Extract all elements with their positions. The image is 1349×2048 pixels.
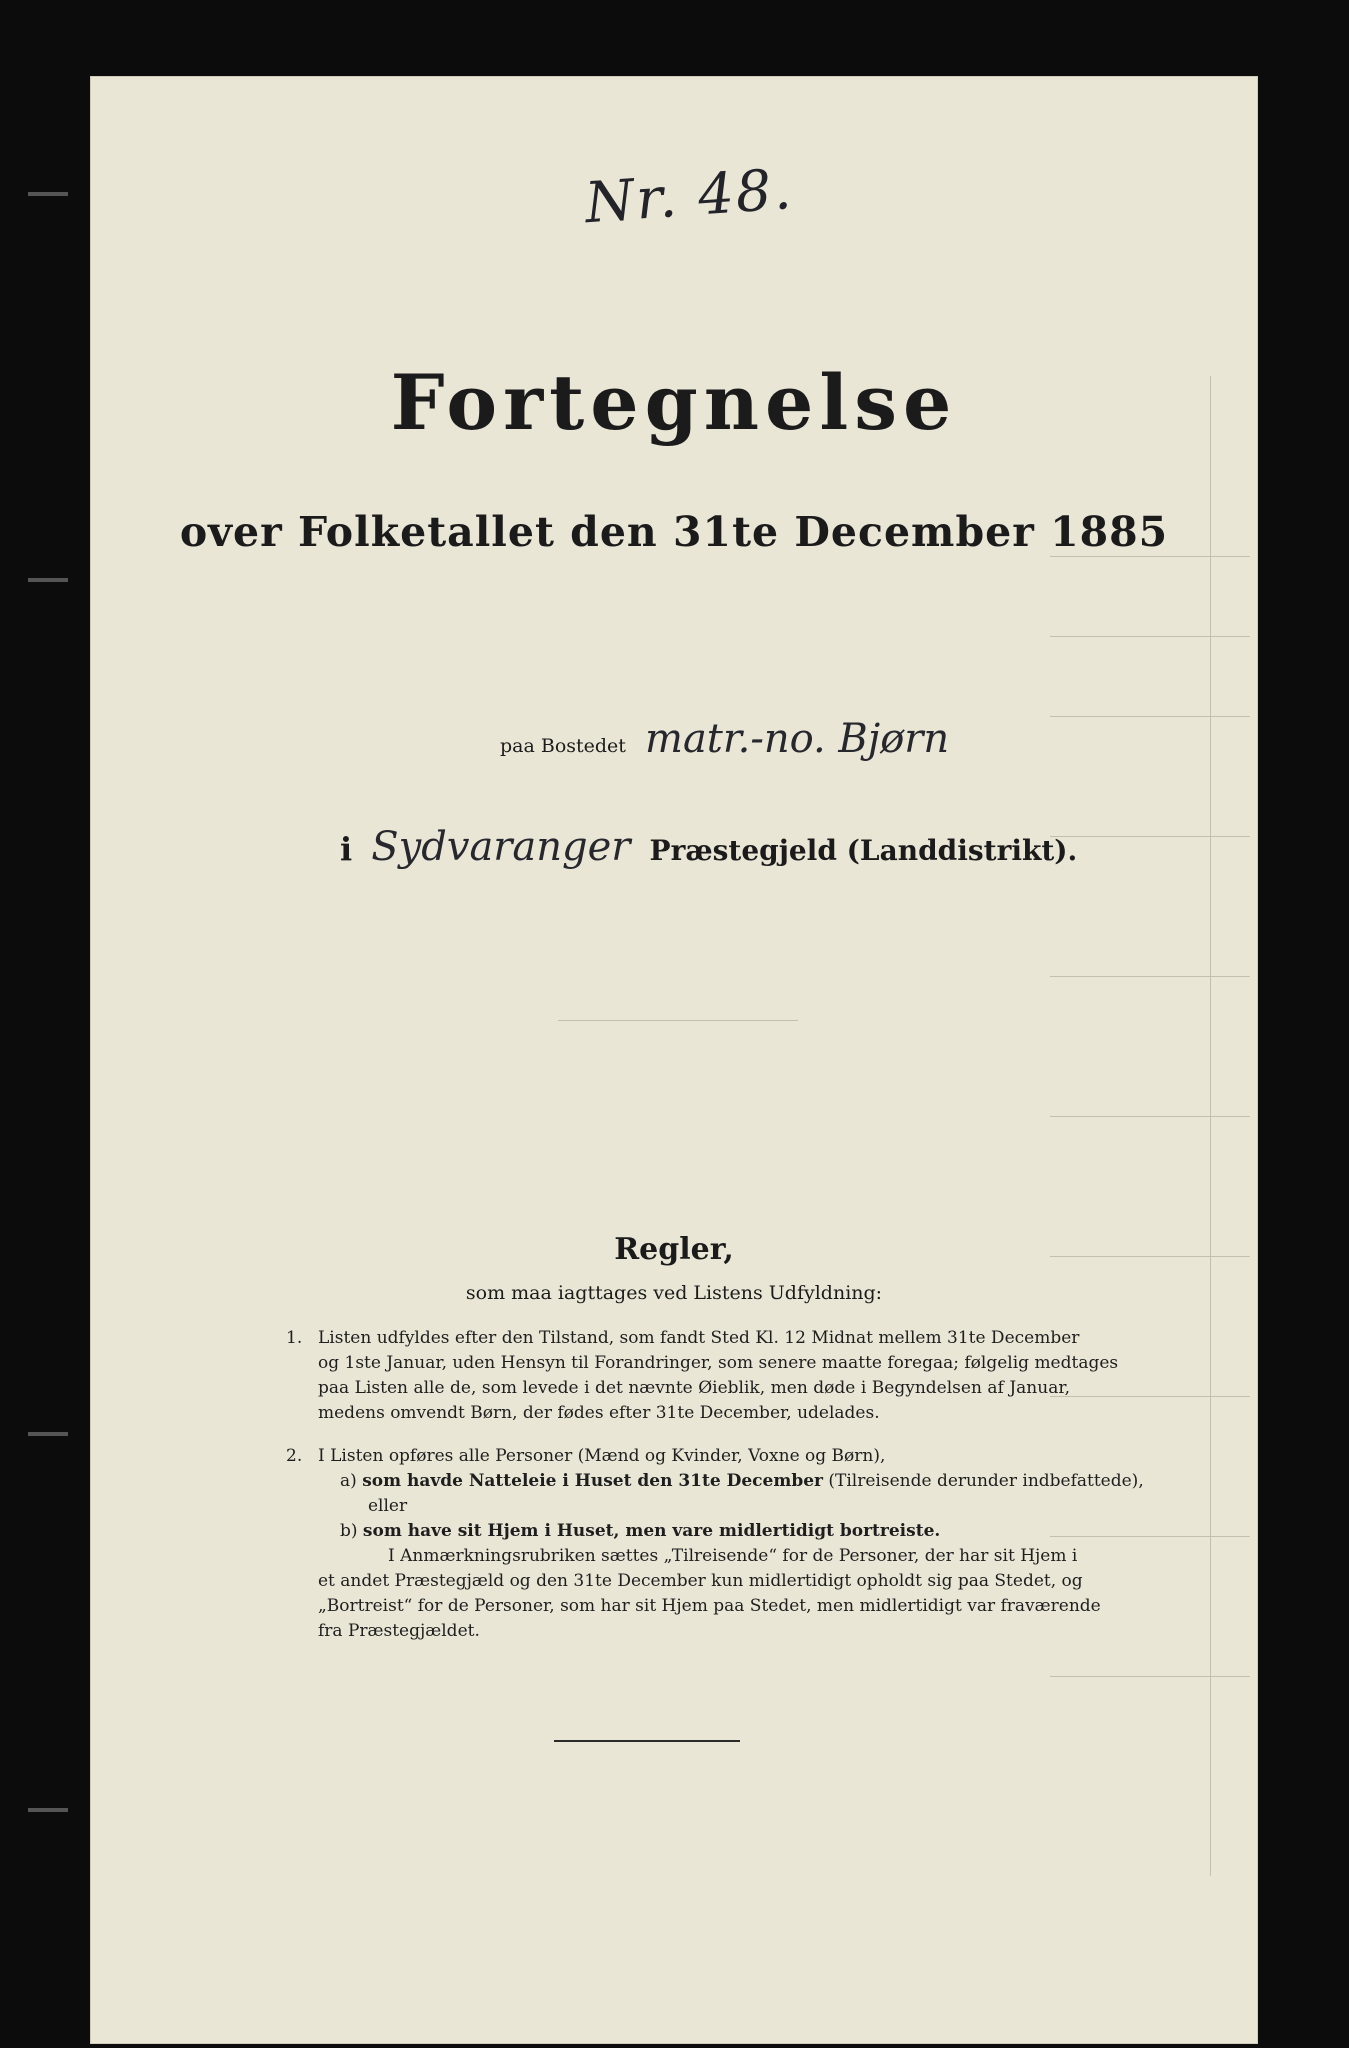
rules-subheading: som maa iagttages ved Listens Udfyldning: [465, 1282, 883, 1304]
bleed-through-line [1050, 636, 1250, 637]
bleed-through-line [1050, 556, 1250, 557]
rule-2-a-rest: (Tilreisende derunder indbefattede), [828, 1471, 1144, 1491]
rule-2-a-bold: som havde Natteleie i Huset den 31te December [362, 1471, 823, 1491]
border-tick [28, 1808, 68, 1812]
rules-heading: Regler, [614, 1232, 734, 1267]
border-tick [28, 1432, 68, 1436]
bosted-line [500, 716, 1120, 762]
border-tick [28, 192, 68, 196]
rule-2-eller: eller [368, 1496, 408, 1516]
rule-1-line: og 1ste Januar, uden Hensyn til Forandringer, som senere maatte foregaa; følgelig medtages [318, 1353, 1119, 1373]
rule-2-line: fra Præstegjældet. [318, 1621, 480, 1641]
rule-2-item-a [318, 1469, 1144, 1494]
parish-line [340, 824, 1160, 870]
rule-2-line: I Anmærkningsrubriken sættes „Tilreisende“ for de Personer, der har sit Hjem i [388, 1546, 1078, 1566]
rule-2-intro: I Listen opføres alle Personer (Mænd og Kvinder, Voxne og Børn), [318, 1446, 886, 1466]
rule-2-text [318, 1444, 1144, 1644]
document-subtitle: over Folketallet den 31te December 1885 [179, 508, 1169, 556]
bleed-through-line [1050, 1676, 1250, 1677]
rule-1-line: paa Listen alle de, som levede i det nævnte Øieblik, men døde i Begyndelsen af Januar, [318, 1378, 1070, 1398]
bosted-label: paa Bostedet [500, 735, 626, 757]
rule-2-line: „Bortreist“ for de Personer, som har sit Hjem paa Stedet, men midlertidigt var fraværende [318, 1596, 1101, 1616]
rule-number: 2. [286, 1446, 303, 1466]
bleed-through-line [1050, 1536, 1250, 1537]
parish-value: Sydvaranger [371, 824, 631, 870]
document-title: Fortegnelse [390, 358, 958, 447]
rule-2-line: et andet Præstegjæld og den 31te December kun midlertidigt opholdt sig paa Stedet, og [318, 1571, 1083, 1591]
rule-1-line: medens omvendt Børn, der fødes efter 31te December, udelades. [318, 1403, 880, 1423]
rule-2-b-bold: som have sit Hjem i Huset, men vare midlertidigt bortreiste. [362, 1521, 941, 1541]
rule-number: 1. [286, 1328, 303, 1348]
rule-2-a-label: a) [340, 1471, 357, 1491]
closing-rule [554, 1740, 740, 1742]
rule-2-b-label: b) [340, 1521, 358, 1541]
bleed-through-line [1050, 976, 1250, 977]
parish-suffix: Præstegjeld (Landdistrikt). [649, 834, 1078, 867]
border-tick [28, 578, 68, 582]
rule-1-text [318, 1326, 1119, 1426]
bosted-value: matr.-no. Bjørn [645, 716, 950, 762]
bleed-through-line [1050, 1396, 1250, 1397]
rule-1-line: Listen udfyldes efter den Tilstand, som fandt Sted Kl. 12 Midnat mellem 31te December [318, 1328, 1080, 1348]
bleed-through-column [1210, 376, 1211, 1876]
bleed-through-line [1050, 1116, 1250, 1117]
faint-divider [558, 1020, 798, 1021]
handwritten-list-number: Nr. 48. [582, 156, 796, 237]
parish-prefix: i [340, 830, 353, 868]
rule-2-item-b [318, 1519, 1070, 1544]
document-page [90, 76, 1258, 2044]
